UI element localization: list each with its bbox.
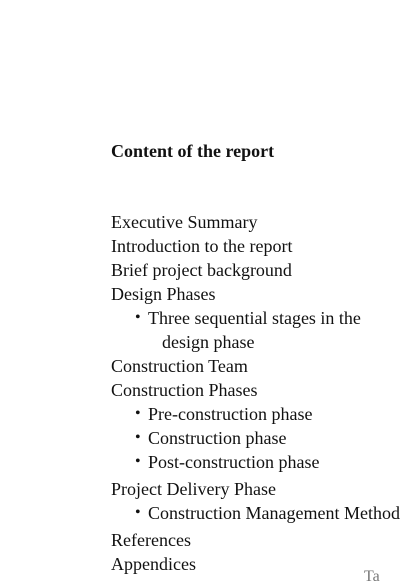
toc-item-label: Design Phases xyxy=(111,284,216,304)
toc-subitem-pre-construction xyxy=(135,402,411,426)
faded-background-text xyxy=(162,50,167,71)
toc-item-project-background: Brief project background xyxy=(111,260,292,280)
toc-subitem-label: Post-construction phase xyxy=(148,452,320,472)
toc-item-introduction: Introduction to the report xyxy=(111,236,293,256)
bullet-icon: • xyxy=(135,309,141,326)
toc-subitem-sequential-stages xyxy=(135,306,411,354)
faded-background-text xyxy=(120,22,125,43)
toc-subitem-line2: design phase xyxy=(162,332,255,352)
report-contents-heading: Content of the report xyxy=(111,141,275,161)
toc-item-project-delivery xyxy=(111,477,411,525)
table-of-contents xyxy=(111,210,411,576)
toc-sublist xyxy=(135,306,411,354)
bullet-icon: • xyxy=(135,405,141,422)
toc-item-construction-team: Construction Team xyxy=(111,356,248,376)
toc-subitem-construction xyxy=(135,426,411,450)
toc-sublist xyxy=(135,402,411,474)
toc-subitem-post-construction xyxy=(135,450,411,474)
toc-item-label: Project Delivery Phase xyxy=(111,479,276,499)
footer-partial-text: Ta xyxy=(364,568,380,585)
toc-item-design-phases xyxy=(111,282,411,354)
toc-item-label: Construction Phases xyxy=(111,380,258,400)
toc-subitem-line1: Three sequential stages in the xyxy=(148,308,361,328)
bullet-icon: • xyxy=(135,453,141,470)
bullet-icon: • xyxy=(135,504,141,521)
toc-subitem-construction-management xyxy=(135,501,411,525)
toc-item-appendices: Appendices xyxy=(111,554,196,574)
toc-subitem-label: Pre-construction phase xyxy=(148,404,313,424)
toc-item-executive-summary: Executive Summary xyxy=(111,212,258,232)
toc-sublist xyxy=(135,501,411,525)
toc-subitem-label: Construction phase xyxy=(148,428,287,448)
toc-item-references: References xyxy=(111,530,191,550)
bullet-icon: • xyxy=(135,429,141,446)
toc-subitem-label: Construction Management Method xyxy=(148,503,400,523)
toc-item-construction-phases xyxy=(111,378,411,474)
